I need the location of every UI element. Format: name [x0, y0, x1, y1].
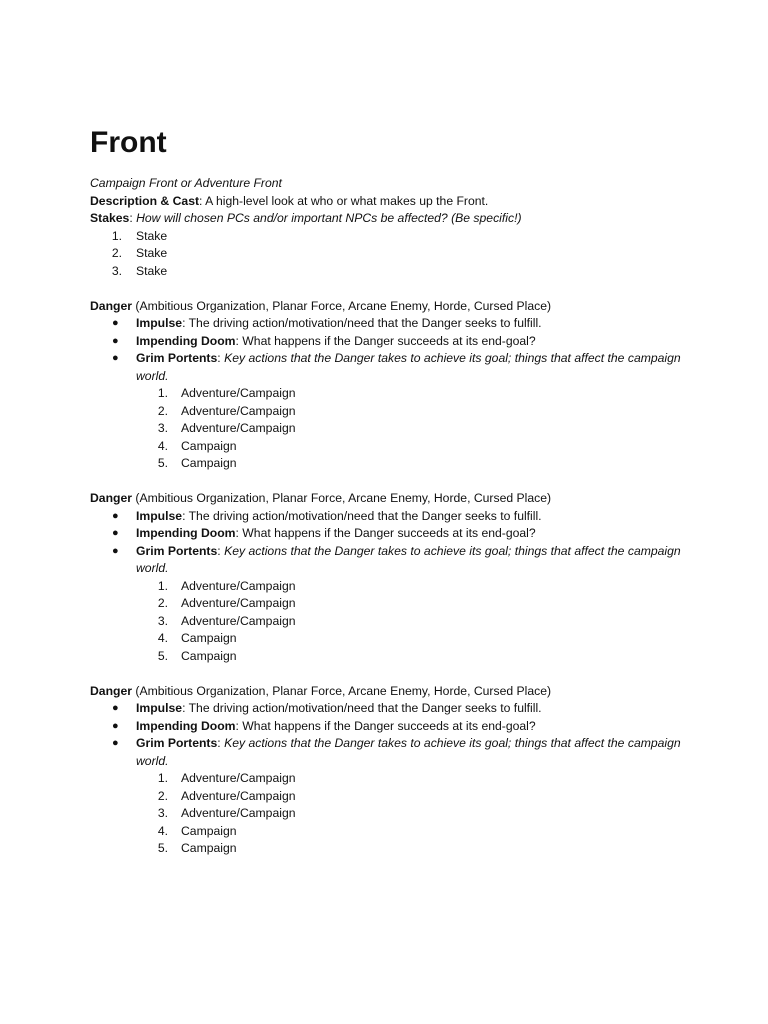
description-label: Description & Cast [90, 193, 200, 208]
danger-details [90, 700, 690, 858]
impulse-item [90, 315, 690, 333]
list-number: 5. [157, 648, 168, 663]
list-item-text: Adventure/Campaign [181, 771, 296, 785]
portents-sep: : [217, 543, 225, 558]
list-number: 1. [157, 578, 168, 593]
danger-details [90, 315, 690, 473]
portents-item [90, 735, 690, 858]
description-text: : A high-level look at who or what makes up the Front. [199, 193, 489, 208]
danger-heading [90, 683, 690, 701]
stakes-text: How will chosen PCs and/or important NPCs be affected? (Be specific!) [136, 211, 522, 225]
list-item-text: Campaign [181, 823, 237, 838]
portents-text: Key actions that the Danger takes to achieve its goal; things that affect the campaign world. [136, 543, 681, 575]
list-number: 3. [157, 613, 168, 628]
portents-list [136, 578, 690, 666]
list-number: 4. [157, 438, 168, 453]
list-item [90, 455, 690, 473]
portents-label: Grim Portents [136, 736, 218, 750]
impulse-label: Impulse [136, 508, 183, 523]
list-item-text: Adventure/Campaign [181, 788, 296, 803]
list-item [90, 385, 690, 403]
bullet-icon: ● [112, 544, 119, 557]
list-item [90, 438, 690, 456]
portents-line [136, 735, 690, 770]
list-number: 2. [157, 403, 168, 418]
list-number: 2. [157, 596, 168, 610]
portents-line [136, 543, 690, 578]
impulse-text: : The driving action/motivation/need that the Danger seeks to fulfill. [182, 508, 542, 523]
impulse-text: : The driving action/motivation/need that the Danger seeks to fulfill. [182, 701, 542, 715]
stakes-sep: : [129, 211, 137, 225]
bullet-icon: ● [112, 527, 119, 539]
bullet-icon: ● [112, 334, 119, 347]
list-item-text: Campaign [181, 631, 237, 645]
stakes-label: Stakes [90, 211, 130, 225]
list-number: 4. [157, 631, 168, 645]
portents-item [90, 543, 690, 666]
list-number: 1. [157, 386, 168, 400]
document-page [90, 120, 690, 858]
list-item-text: Adventure/Campaign [181, 386, 296, 400]
list-item [90, 228, 690, 246]
list-item-text: Campaign [181, 648, 237, 663]
list-item-text: Stake [136, 263, 168, 278]
portents-label: Grim Portents [136, 351, 218, 365]
bullet-icon: ● [112, 737, 119, 749]
subtitle: Campaign Front or Adventure Front [90, 176, 282, 190]
list-item-text: Adventure/Campaign [181, 403, 296, 418]
list-number: 5. [157, 841, 168, 855]
list-number: 1. [111, 228, 122, 243]
impulse-label: Impulse [136, 701, 183, 715]
danger-types: (Ambitious Organization, Planar Force, Arcane Enemy, Horde, Cursed Place) [132, 298, 552, 313]
impulse-text: : The driving action/motivation/need that the Danger seeks to fulfill. [182, 316, 542, 330]
list-number: 2. [157, 788, 168, 803]
doom-item [90, 525, 690, 543]
list-item [90, 595, 690, 613]
list-item [90, 805, 690, 823]
doom-label: Impending Doom [136, 718, 236, 733]
portents-list [136, 770, 690, 858]
doom-text: : What happens if the Danger succeeds at its end-goal? [235, 526, 536, 540]
list-item [90, 840, 690, 858]
list-item-text: Campaign [181, 841, 237, 855]
doom-text: : What happens if the Danger succeeds at its end-goal? [235, 333, 536, 348]
list-item-text: Campaign [181, 438, 237, 453]
list-number: 2. [111, 246, 122, 260]
list-number: 3. [157, 421, 168, 435]
list-number: 3. [157, 806, 168, 820]
list-item-text: Stake [136, 228, 168, 243]
danger-section [90, 683, 690, 858]
danger-heading [90, 298, 690, 316]
portents-line [136, 350, 690, 385]
impulse-item [90, 508, 690, 526]
list-item [90, 770, 690, 788]
danger-heading [90, 490, 690, 508]
impulse-label: Impulse [136, 316, 183, 330]
list-item-text: Adventure/Campaign [181, 578, 296, 593]
list-item-text: Adventure/Campaign [181, 613, 296, 628]
doom-text: : What happens if the Danger succeeds at its end-goal? [235, 718, 536, 733]
list-item-text: Stake [136, 246, 168, 260]
list-item [90, 613, 690, 631]
danger-section [90, 490, 690, 665]
portents-text: Key actions that the Danger takes to achieve its goal; things that affect the campaign world. [136, 351, 681, 383]
danger-section [90, 298, 690, 473]
danger-details [90, 508, 690, 666]
list-item [90, 263, 690, 281]
list-number: 3. [111, 263, 122, 278]
portents-sep: : [217, 351, 225, 365]
list-item [90, 403, 690, 421]
list-item-text: Campaign [181, 456, 237, 470]
portents-item [90, 350, 690, 473]
list-item-text: Adventure/Campaign [181, 421, 296, 435]
list-item [90, 245, 690, 263]
description-line [90, 193, 690, 211]
list-item [90, 420, 690, 438]
doom-label: Impending Doom [136, 526, 236, 540]
list-number: 4. [157, 823, 168, 838]
list-number: 5. [157, 456, 168, 470]
danger-label: Danger [90, 491, 132, 505]
bullet-icon: ● [112, 719, 119, 732]
danger-label: Danger [90, 683, 132, 698]
bullet-icon: ● [112, 702, 119, 714]
doom-item [90, 333, 690, 351]
portents-sep: : [217, 736, 225, 750]
list-item [90, 630, 690, 648]
page-title: Front [90, 126, 167, 159]
portents-text: Key actions that the Danger takes to achieve its goal; things that affect the campaign world. [136, 736, 681, 768]
danger-label: Danger [90, 298, 132, 313]
list-item [90, 648, 690, 666]
doom-label: Impending Doom [136, 333, 236, 348]
bullet-icon: ● [112, 509, 119, 522]
danger-types: (Ambitious Organization, Planar Force, Arcane Enemy, Horde, Cursed Place) [132, 683, 552, 698]
impulse-item [90, 700, 690, 718]
list-item [90, 578, 690, 596]
list-item [90, 788, 690, 806]
list-item [90, 823, 690, 841]
danger-types: (Ambitious Organization, Planar Force, Arcane Enemy, Horde, Cursed Place) [132, 491, 552, 505]
bullet-icon: ● [112, 317, 119, 329]
stakes-line [90, 210, 690, 228]
list-item-text: Adventure/Campaign [181, 596, 296, 610]
portents-label: Grim Portents [136, 543, 218, 558]
bullet-icon: ● [112, 352, 119, 364]
list-number: 1. [157, 771, 168, 785]
portents-list [136, 385, 690, 473]
stakes-list [90, 228, 690, 281]
list-item-text: Adventure/Campaign [181, 806, 296, 820]
doom-item [90, 718, 690, 736]
